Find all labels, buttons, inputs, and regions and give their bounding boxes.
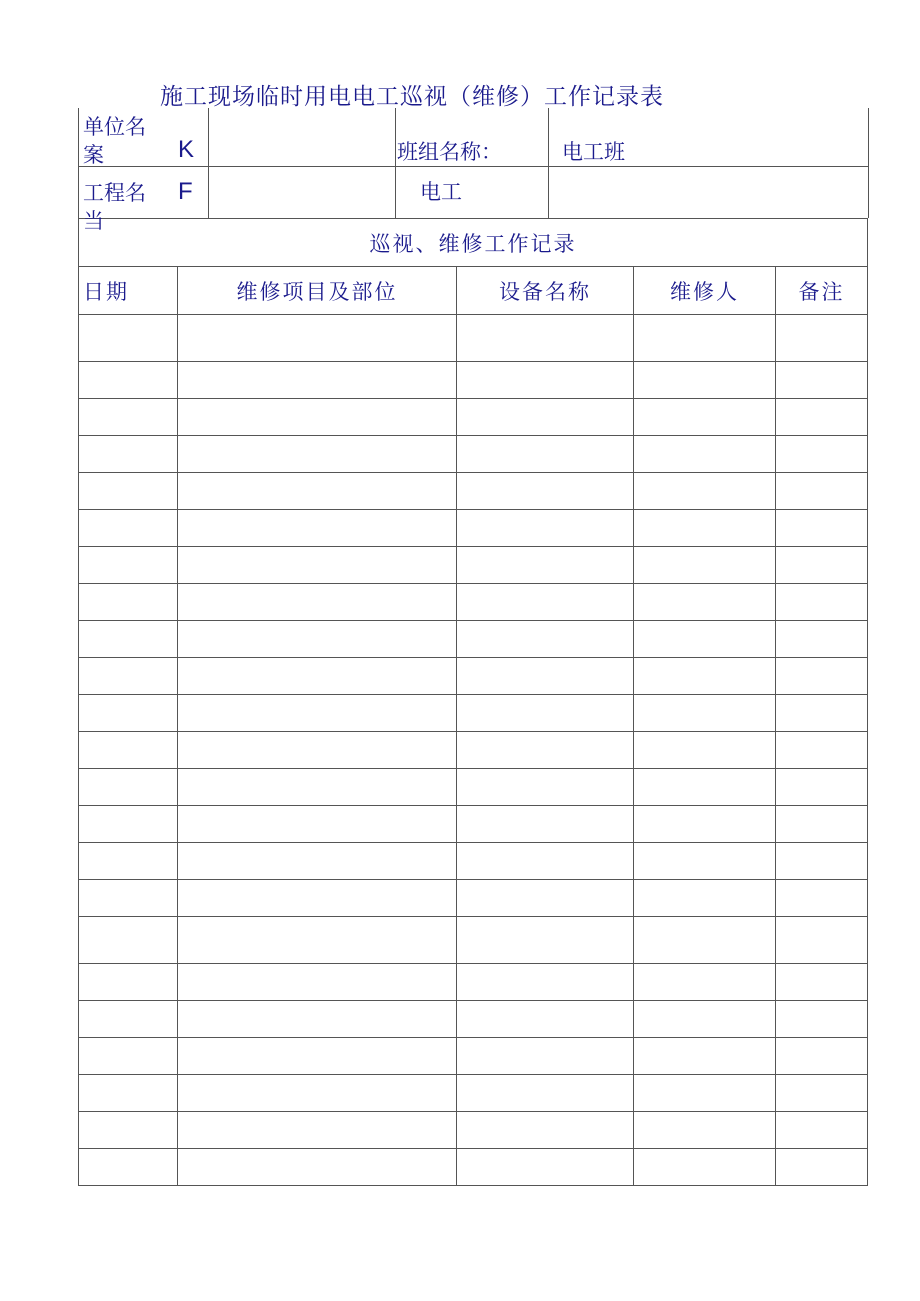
notes-cell[interactable] [776,362,868,399]
table-row [79,769,868,806]
date-cell[interactable] [79,917,178,964]
table-row [79,510,868,547]
repairer-cell[interactable] [634,1038,776,1075]
table-row [79,315,868,362]
item-cell[interactable] [178,806,457,843]
repairer-cell[interactable] [634,843,776,880]
equipment-cell[interactable] [457,584,634,621]
team-name-value: 电工班 [562,140,625,164]
table-row [79,1001,868,1038]
repairer-cell[interactable] [634,510,776,547]
notes-cell[interactable] [776,436,868,473]
notes-cell[interactable] [776,510,868,547]
equipment-cell[interactable] [457,880,634,917]
date-cell[interactable] [79,547,178,584]
date-cell[interactable] [79,362,178,399]
equipment-cell[interactable] [457,695,634,732]
item-cell[interactable] [178,547,457,584]
equipment-cell[interactable] [457,399,634,436]
item-cell[interactable] [178,1075,457,1112]
project-name-label-wrap [83,208,143,233]
notes-cell[interactable] [776,547,868,584]
equipment-cell[interactable] [457,547,634,584]
repairer-cell[interactable] [634,964,776,1001]
equipment-cell[interactable] [457,621,634,658]
date-cell[interactable] [79,621,178,658]
date-cell[interactable] [79,1149,178,1186]
repairer-cell[interactable] [634,769,776,806]
table-row [79,964,868,1001]
unit-name-label: 单位名 [83,115,146,139]
table-row [79,695,868,732]
work-record-table [78,218,868,1186]
notes-cell[interactable] [776,769,868,806]
date-cell[interactable] [79,769,178,806]
notes-cell[interactable] [776,473,868,510]
item-cell[interactable] [178,315,457,362]
equipment-cell[interactable] [457,510,634,547]
date-cell[interactable] [79,510,178,547]
notes-cell[interactable] [776,658,868,695]
repairer-cell[interactable] [634,658,776,695]
section-title: 巡视、维修工作记录 [79,219,868,267]
date-cell[interactable] [79,658,178,695]
col-header-repairer: 维修人 [634,267,776,315]
repairer-cell[interactable] [634,621,776,658]
notes-cell[interactable] [776,621,868,658]
table-row [79,806,868,843]
table-row [79,362,868,399]
equipment-cell[interactable] [457,1038,634,1075]
repairer-cell[interactable] [634,547,776,584]
item-cell[interactable] [178,584,457,621]
notes-cell[interactable] [776,584,868,621]
item-cell[interactable] [178,1149,457,1186]
date-cell[interactable] [79,1038,178,1075]
item-cell[interactable] [178,621,457,658]
unit-mark: K [178,136,195,163]
notes-cell[interactable] [776,1001,868,1038]
table-row [79,1112,868,1149]
table-row [79,732,868,769]
equipment-cell[interactable] [457,964,634,1001]
notes-cell[interactable] [776,732,868,769]
equipment-cell[interactable] [457,732,634,769]
equipment-cell[interactable] [457,1075,634,1112]
item-cell[interactable] [178,436,457,473]
table-row [79,436,868,473]
repairer-cell[interactable] [634,473,776,510]
date-cell[interactable] [79,806,178,843]
equipment-cell[interactable] [457,362,634,399]
repairer-cell[interactable] [634,362,776,399]
date-cell[interactable] [79,964,178,1001]
notes-cell[interactable] [776,1112,868,1149]
equipment-cell[interactable] [457,1149,634,1186]
repairer-cell[interactable] [634,695,776,732]
table-row [79,917,868,964]
equipment-cell[interactable] [457,1001,634,1038]
project-name-field[interactable] [209,167,394,217]
unit-name-label-line2: 案 [83,143,104,167]
item-cell[interactable] [178,473,457,510]
date-cell[interactable] [79,1075,178,1112]
date-cell[interactable] [79,880,178,917]
header-col-divider [395,108,396,218]
repairer-cell[interactable] [634,1112,776,1149]
notes-cell[interactable] [776,399,868,436]
table-row [79,1038,868,1075]
item-cell[interactable] [178,1038,457,1075]
form-header [78,108,869,233]
table-row [79,1075,868,1112]
repairer-cell[interactable] [634,584,776,621]
item-cell[interactable] [178,880,457,917]
item-cell[interactable] [178,399,457,436]
item-cell[interactable] [178,843,457,880]
repairer-cell[interactable] [634,880,776,917]
equipment-cell[interactable] [457,473,634,510]
item-cell[interactable] [178,1001,457,1038]
col-header-equipment: 设备名称 [457,267,634,315]
table-row [79,547,868,584]
equipment-cell[interactable] [457,917,634,964]
item-cell[interactable] [178,362,457,399]
notes-cell[interactable] [776,806,868,843]
item-cell[interactable] [178,658,457,695]
date-cell[interactable] [79,315,178,362]
notes-cell[interactable] [776,917,868,964]
table-row [79,880,868,917]
date-cell[interactable] [79,584,178,621]
date-cell[interactable] [79,695,178,732]
table-row [79,584,868,621]
table-row [79,658,868,695]
equipment-cell[interactable] [457,1112,634,1149]
date-cell[interactable] [79,436,178,473]
unit-name-label-wrap [83,142,143,166]
equipment-cell[interactable] [457,769,634,806]
col-header-item: 维修项目及部位 [178,267,457,315]
item-cell[interactable] [178,769,457,806]
project-name-label-line2: 当 [83,209,104,233]
col-header-date: 日期 [79,267,178,315]
repairer-cell[interactable] [634,315,776,362]
equipment-cell[interactable] [457,806,634,843]
notes-cell[interactable] [776,1038,868,1075]
item-cell[interactable] [178,510,457,547]
notes-cell[interactable] [776,695,868,732]
document-title: 施工现场临时用电电工巡视（维修）工作记录表 [160,84,664,110]
column-header-row [79,267,868,315]
item-cell[interactable] [178,1112,457,1149]
repairer-cell[interactable] [634,1001,776,1038]
repairer-cell[interactable] [634,806,776,843]
electrician-field[interactable] [549,167,867,217]
equipment-cell[interactable] [457,436,634,473]
equipment-cell[interactable] [457,843,634,880]
notes-cell[interactable] [776,1075,868,1112]
project-mark: F [178,178,193,205]
notes-cell[interactable] [776,964,868,1001]
repairer-cell[interactable] [634,732,776,769]
table-row [79,399,868,436]
repairer-cell[interactable] [634,1075,776,1112]
date-cell[interactable] [79,732,178,769]
item-cell[interactable] [178,695,457,732]
project-name-label: 工程名 [83,181,146,205]
date-cell[interactable] [79,1112,178,1149]
repairer-cell[interactable] [634,399,776,436]
date-cell[interactable] [79,399,178,436]
team-name-label: 班组名称： [397,140,502,164]
date-cell[interactable] [79,473,178,510]
notes-cell[interactable] [776,843,868,880]
repairer-cell[interactable] [634,436,776,473]
item-cell[interactable] [178,917,457,964]
equipment-cell[interactable] [457,658,634,695]
record-form [78,108,867,1186]
date-cell[interactable] [79,843,178,880]
repairer-cell[interactable] [634,1149,776,1186]
item-cell[interactable] [178,964,457,1001]
col-header-notes: 备注 [776,267,868,315]
unit-name-field[interactable] [209,109,394,165]
equipment-cell[interactable] [457,315,634,362]
repairer-cell[interactable] [634,917,776,964]
table-row [79,473,868,510]
notes-cell[interactable] [776,880,868,917]
electrician-label: 电工 [420,180,462,204]
table-row [79,1149,868,1186]
table-row [79,621,868,658]
notes-cell[interactable] [776,315,868,362]
table-row [79,843,868,880]
notes-cell[interactable] [776,1149,868,1186]
date-cell[interactable] [79,1001,178,1038]
item-cell[interactable] [178,732,457,769]
